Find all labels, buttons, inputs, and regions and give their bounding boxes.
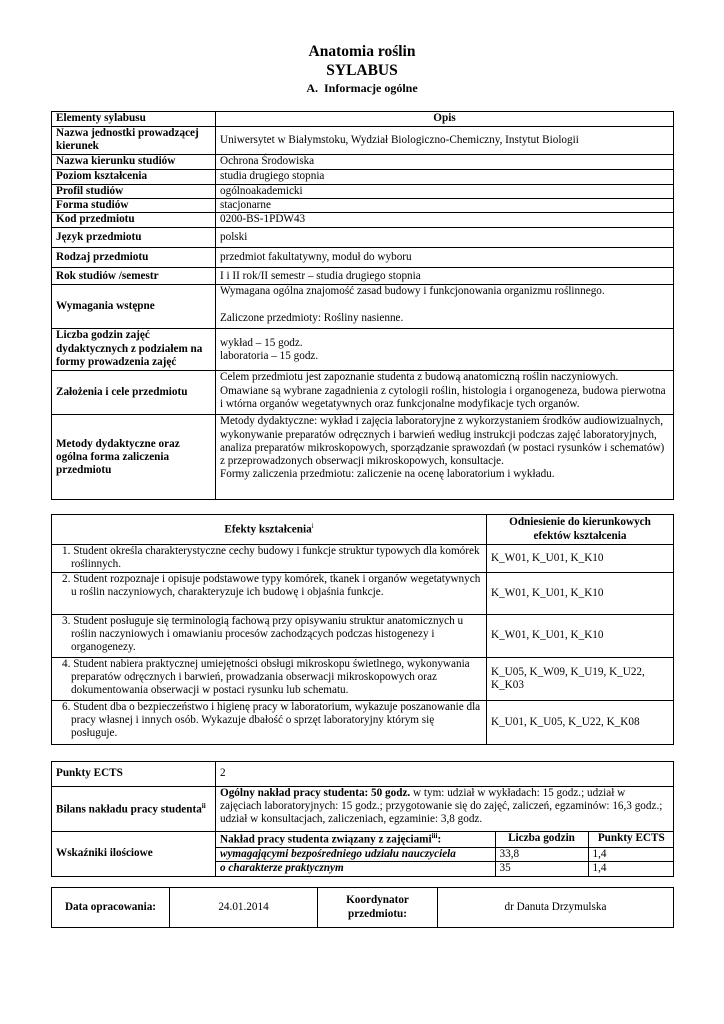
reference-header: Odniesienie do kierunkowych efektów kształcenia — [487, 515, 674, 545]
row-value: I i II rok/II semestr – studia drugiego stopnia — [216, 268, 674, 285]
footnote-ii: ii — [201, 801, 206, 810]
row-label: Profil studiów — [52, 185, 216, 199]
balance-detail: w tym: udział w wykładach: 15 godz.; udział w zajęciach laboratoryjnych: 15 godz.; przygotowanie się do zajęć, zaliczeń, egzaminów: 16,3 godz.; udział w konsultacjach, zaliczeniach, egzaminie: 3,8 godz. — [220, 787, 663, 826]
course-title: Anatomia roślin — [308, 43, 416, 60]
coordinator-value: dr Danuta Drzymulska — [438, 888, 674, 928]
title-block — [0, 42, 724, 97]
outcome-text: 3. Student posługuje się terminologią fachową przy opisywaniu struktur anatomicznych u roślin naczyniowych i omawianiu procesów zachodzących podczas histogenezy i organogenezy. — [52, 615, 487, 658]
footer-table — [51, 887, 674, 928]
outcome-reference: K_W01, K_U01, K_K10 — [487, 573, 674, 615]
hours-column-header: Liczba godzin — [495, 832, 588, 847]
header-description: Opis — [216, 112, 674, 127]
row-value: stacjonarne — [216, 199, 674, 213]
footnote-iii: iii — [431, 832, 438, 840]
assessment-text: Formy zaliczenia przedmiotu: zaliczenie na ocenę laboratorium i wykładu. — [220, 468, 555, 481]
requirements-value — [216, 285, 674, 329]
row-value: przedmiot fakultatywny, moduł do wyboru — [216, 248, 674, 268]
learning-outcomes-table — [51, 514, 674, 745]
requirements-line-1: Wymagana ogólna znajomość zasad budowy i funkcjonowania organizmu roślinnego. — [220, 285, 605, 298]
indicator-hours: 35 — [495, 862, 588, 876]
ects-value: 2 — [216, 762, 674, 787]
indicator-hours: 33,8 — [495, 847, 588, 861]
indicators-cell — [216, 832, 674, 877]
outcomes-header-text: Efekty kształcenia — [224, 523, 312, 536]
outcome-text: 6. Student dba o bezpieczeństwo i higienę pracy w laboratorium, wykazuje poszanowanie dla pracy własnej i innych osób. Wykazuje dbałość o sprzęt laboratoryjny którym się posługuje. — [52, 701, 487, 745]
indicator-row-label: wymagającymi bezpośredniego udziału nauczyciela — [216, 847, 495, 861]
row-label: Nazwa jednostki prowadzącej kierunek — [52, 127, 216, 155]
row-label: Kod przedmiotu — [52, 213, 216, 228]
row-value: Ochrona Środowiska — [216, 155, 674, 170]
outcome-reference: K_U05, K_W09, K_U19, K_U22, K_K03 — [487, 658, 674, 701]
goals-value: Celem przedmiotu jest zapoznanie studenta z budową anatomiczną roślin naczyniowych. Omawiane są wybrane zagadnienia z cytologii roślin, histologia i organogeneza, budowa pierwotna i wtórna organów wegetatywnych oraz funkcjonalne modyfikacje tych organów. — [216, 371, 674, 415]
indicator-ects: 1,4 — [588, 847, 674, 861]
outcome-text: 4. Student nabiera praktycznej umiejętności obsługi mikroskopu świetlnego, wykonywania preparatów odręcznych i barwień, prowadzania obserwacji mikroskopowych oraz dokumentowania obserwacji w postaci rysunku lub schematu. — [52, 658, 487, 701]
indicators-header: Nakład pracy studenta związany z zajęciami$^{iii}$: — [216, 832, 495, 847]
row-label: Rok studiów /semestr — [52, 268, 216, 285]
balance-value — [216, 787, 674, 832]
ects-column-header: Punkty ECTS — [588, 832, 674, 847]
hours-value — [216, 329, 674, 371]
row-label: Rodzaj przedmiotu — [52, 248, 216, 268]
methods-label: Metody dydaktyczne oraz ogólna forma zaliczenia przedmiotu — [52, 415, 216, 500]
indicator-row-label: o charakterze praktycznym — [216, 862, 495, 876]
footnote-i: i — [311, 522, 314, 531]
balance-label: Bilans nakładu pracy studenta$^{ii}$ — [52, 787, 216, 832]
outcome-text: 2. Student rozpoznaje i opisuje podstawowe typy komórek, tkanek i organów wegetatywnych u roślin naczyniowych, charakteryzuje ich budowę i objaśnia funkcje. — [52, 573, 487, 615]
indicator-ects: 1,4 — [588, 862, 674, 876]
row-label: Forma studiów — [52, 199, 216, 213]
row-value: polski — [216, 228, 674, 248]
date-label: Data opracowania: — [52, 888, 170, 928]
outcome-reference: K_U01, K_U05, K_U22, K_K08 — [487, 701, 674, 745]
requirements-line-2: Zaliczone przedmioty: Rośliny nasienne. — [220, 311, 404, 324]
general-info-table — [51, 111, 674, 500]
outcome-reference: K_W01, K_U01, K_K10 — [487, 545, 674, 573]
header-elements: Elementy sylabusu — [52, 112, 216, 127]
row-label: Nazwa kierunku studiów — [52, 155, 216, 170]
outcomes-header — [52, 515, 487, 545]
indicators-label: Wskaźniki ilościowe — [52, 832, 216, 877]
row-label: Poziom kształcenia — [52, 170, 216, 185]
date-value: 24.01.2014 — [170, 888, 318, 928]
methods-value — [216, 415, 674, 500]
row-value: Uniwersytet w Białymstoku, Wydział Biologiczno-Chemiczny, Instytut Biologii — [216, 127, 674, 155]
row-value: studia drugiego stopnia — [216, 170, 674, 185]
hours-line-2: laboratoria – 15 godz. — [220, 349, 319, 362]
balance-total: Ogólny nakład pracy studenta: 50 godz. — [220, 787, 411, 799]
outcome-text: 1. Student określa charakterystyczne cechy budowy i funkcje struktur typowych dla komórek roślinnych. — [52, 545, 487, 573]
row-value: ogólnoakademicki — [216, 185, 674, 199]
row-value: 0200-BS-1PDW43 — [216, 213, 674, 228]
goals-label: Założenia i cele przedmiotu — [52, 371, 216, 415]
indicators-table — [216, 832, 674, 876]
ects-table — [51, 761, 674, 877]
methods-text: Metody dydaktyczne: wykład i zajęcia laboratoryjne z wykorzystaniem środków audiowizualnych, wykonywanie preparatów odręcznych i barwień według instrukcji podczas zajęć laboratoryjnych, analiza preparatów mikroskopowych, sporządzanie sprawozdań (w postaci rysunków i schematów) z przeprowadzonych obserwacji mikroskopowych, konsultacje. — [220, 415, 665, 468]
ects-label: Punkty ECTS — [52, 762, 216, 787]
hours-label: Liczba godzin zajęć dydaktycznych z podziałem na formy prowadzenia zajęć — [52, 329, 216, 371]
requirements-label: Wymagania wstępne — [52, 285, 216, 329]
document-subtitle: SYLABUS — [326, 62, 398, 79]
hours-line-1: wykład – 15 godz. — [220, 336, 303, 349]
coordinator-label: Koordynator przedmiotu: — [318, 888, 438, 928]
section-heading: A. Informacje ogólne — [306, 81, 418, 95]
outcome-reference: K_W01, K_U01, K_K10 — [487, 615, 674, 658]
row-label: Język przedmiotu — [52, 228, 216, 248]
